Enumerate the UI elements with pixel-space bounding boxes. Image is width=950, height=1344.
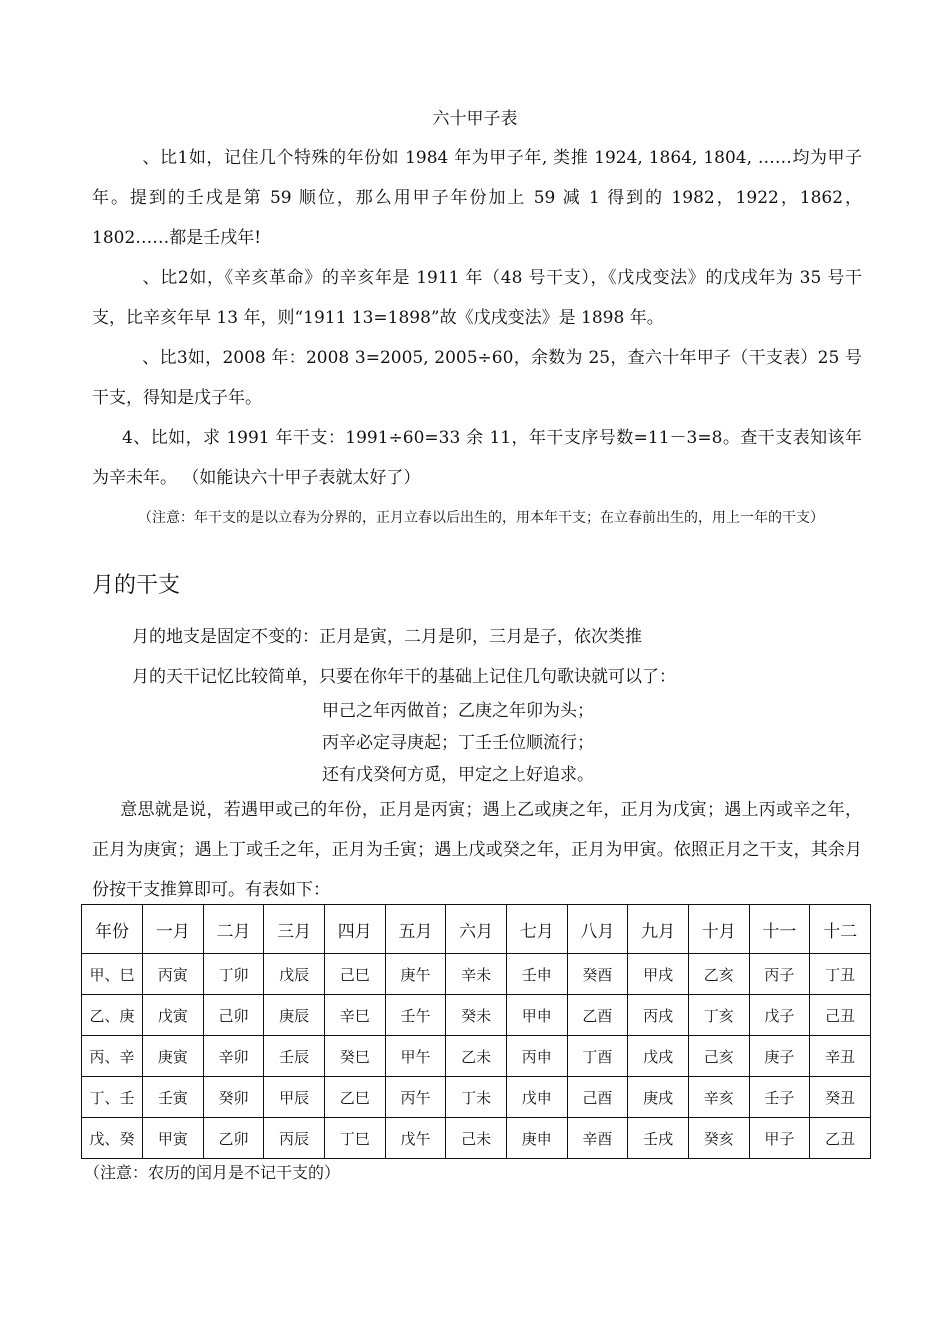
table-cell: 癸巳: [324, 1036, 385, 1077]
table-cell: 戊寅: [143, 995, 204, 1036]
table-cell: 癸卯: [203, 1077, 264, 1118]
table-header-row: [82, 905, 871, 954]
table-cell: 丙辰: [264, 1118, 325, 1159]
table-cell: 丙申: [506, 1036, 567, 1077]
table-cell: 庚申: [506, 1118, 567, 1159]
leap-month-note: （注意：农历的闰月是不记干支的）: [84, 1163, 341, 1182]
page-title: 六十甲子表: [432, 109, 518, 129]
explanation-paragraph: [92, 790, 862, 910]
column-header: 六月: [446, 905, 507, 954]
column-header: 九月: [628, 905, 689, 954]
table-cell: 壬辰: [264, 1036, 325, 1077]
column-header: 年份: [82, 905, 143, 954]
table-cell: 壬午: [385, 995, 446, 1036]
table-cell: 乙巳: [324, 1077, 385, 1118]
column-header: 二月: [203, 905, 264, 954]
table-cell: 戊、癸: [82, 1118, 143, 1159]
paragraph-example-3: [92, 338, 862, 418]
table-cell: 丁亥: [688, 995, 749, 1036]
year-note: [92, 502, 862, 534]
table-cell: 丁丑: [810, 954, 871, 995]
table-cell: 甲、巳: [82, 954, 143, 995]
table-cell: 丙午: [385, 1077, 446, 1118]
table-cell: 甲子: [749, 1118, 810, 1159]
table-cell: 甲午: [385, 1036, 446, 1077]
table-row: [82, 1036, 871, 1077]
table-cell: 戊午: [385, 1118, 446, 1159]
table-cell: 庚子: [749, 1036, 810, 1077]
column-header: 七月: [506, 905, 567, 954]
section-heading: 月的干支: [92, 573, 181, 598]
table-cell: 甲寅: [143, 1118, 204, 1159]
table-cell: 己酉: [567, 1077, 628, 1118]
table-cell: 己巳: [324, 954, 385, 995]
table-cell: 己未: [446, 1118, 507, 1159]
table-cell: 己卯: [203, 995, 264, 1036]
table-cell: 辛卯: [203, 1036, 264, 1077]
table-cell: 丙寅: [143, 954, 204, 995]
verse-line-1: 甲己之年丙做首；乙庚之年卯为头；: [322, 701, 594, 721]
table-row: [82, 995, 871, 1036]
column-header: 五月: [385, 905, 446, 954]
column-header: 十月: [688, 905, 749, 954]
paragraph-text: 、比1如，记住几个特殊的年份如 1984 年为甲子年, 类推 1924, 1864, 1804, ……均为甲子年。提到的壬戌是第 59 顺位，那么用甲子年份加上 59 减 1 得到的 1982，1922，1862，1802……都是壬戌年!: [92, 148, 862, 248]
table-cell: 甲申: [506, 995, 567, 1036]
table-cell: 癸未: [446, 995, 507, 1036]
paragraph-text: 4、比如，求 1991 年干支：1991÷60=33 余 11，年干支序号数=11－3=8。查干支表知该年为辛未年。 （如能诀六十甲子表就太好了）: [92, 428, 862, 488]
table-cell: 庚午: [385, 954, 446, 995]
table-cell: 丙子: [749, 954, 810, 995]
table-cell: 丁未: [446, 1077, 507, 1118]
table-cell: 丁卯: [203, 954, 264, 995]
table-cell: 壬子: [749, 1077, 810, 1118]
table-cell: 庚辰: [264, 995, 325, 1036]
table-cell: 乙酉: [567, 995, 628, 1036]
table-cell: 辛未: [446, 954, 507, 995]
paragraph-text: 、比2如，《辛亥革命》的辛亥年是 1911 年（48 号干支），《戊戌变法》的戊戌年为 35 号干支，比辛亥年早 13 年，则“1911 13=1898”故《戊戌变法》是 1898 年。: [92, 268, 862, 328]
stem-line: 月的天干记忆比较简单，只要在你年干的基础上记住几句歌诀就可以了：: [132, 667, 676, 687]
table-cell: 戊戌: [628, 1036, 689, 1077]
table-cell: 乙、庚: [82, 995, 143, 1036]
table-cell: 庚戌: [628, 1077, 689, 1118]
table-cell: 辛亥: [688, 1077, 749, 1118]
table-cell: 丁、壬: [82, 1077, 143, 1118]
verse-line-3: 还有戊癸何方觅，甲定之上好追求。: [322, 765, 594, 785]
paragraph-example-1: [92, 138, 862, 258]
table-cell: 庚寅: [143, 1036, 204, 1077]
paragraph-text: 意思就是说，若遇甲或己的年份，正月是丙寅；遇上乙或庚之年，正月为戊寅；遇上丙或辛之年，正月为庚寅；遇上丁或壬之年，正月为壬寅；遇上戊或癸之年，正月为甲寅。依照正月之干支，其余月份按干支推算即可。有表如下：: [92, 800, 862, 900]
column-header: 十二: [810, 905, 871, 954]
table-cell: 乙亥: [688, 954, 749, 995]
table-cell: 戊辰: [264, 954, 325, 995]
table-cell: 甲戌: [628, 954, 689, 995]
table-row: [82, 1077, 871, 1118]
column-header: 十一: [749, 905, 810, 954]
column-header: 四月: [324, 905, 385, 954]
paragraph-example-2: [92, 258, 862, 338]
branch-line: 月的地支是固定不变的：正月是寅，二月是卯，三月是子，依次类推: [132, 627, 642, 647]
table-cell: 丙、辛: [82, 1036, 143, 1077]
table-cell: 乙卯: [203, 1118, 264, 1159]
table-cell: 戊申: [506, 1077, 567, 1118]
table-cell: 壬申: [506, 954, 567, 995]
table-cell: 癸丑: [810, 1077, 871, 1118]
column-header: 三月: [264, 905, 325, 954]
table-cell: 癸酉: [567, 954, 628, 995]
table-cell: 壬寅: [143, 1077, 204, 1118]
table-row: [82, 1118, 871, 1159]
column-header: 八月: [567, 905, 628, 954]
month-ganzhi-table: [81, 904, 871, 1159]
table-cell: 乙未: [446, 1036, 507, 1077]
note-text: （注意：年干支的是以立春为分界的，正月立春以后出生的，用本年干支；在立春前出生的，用上一年的干支）: [138, 510, 824, 526]
verse-line-2: 丙辛必定寻庚起；丁壬壬位顺流行；: [322, 733, 594, 753]
paragraph-example-4: [92, 418, 862, 498]
table-cell: 癸亥: [688, 1118, 749, 1159]
table-row: [82, 954, 871, 995]
table-cell: 乙丑: [810, 1118, 871, 1159]
table-cell: 壬戌: [628, 1118, 689, 1159]
table-cell: 戊子: [749, 995, 810, 1036]
table-cell: 辛丑: [810, 1036, 871, 1077]
table-cell: 己亥: [688, 1036, 749, 1077]
paragraph-text: 、比3如，2008 年：2008 3=2005, 2005÷60，余数为 25，查六十年甲子（干支表）25 号干支，得知是戊子年。: [92, 348, 862, 408]
table-cell: 辛酉: [567, 1118, 628, 1159]
table-cell: 丁巳: [324, 1118, 385, 1159]
table-cell: 甲辰: [264, 1077, 325, 1118]
table-cell: 辛巳: [324, 995, 385, 1036]
table-cell: 丁酉: [567, 1036, 628, 1077]
table-cell: 丙戌: [628, 995, 689, 1036]
table-cell: 己丑: [810, 995, 871, 1036]
column-header: 一月: [143, 905, 204, 954]
